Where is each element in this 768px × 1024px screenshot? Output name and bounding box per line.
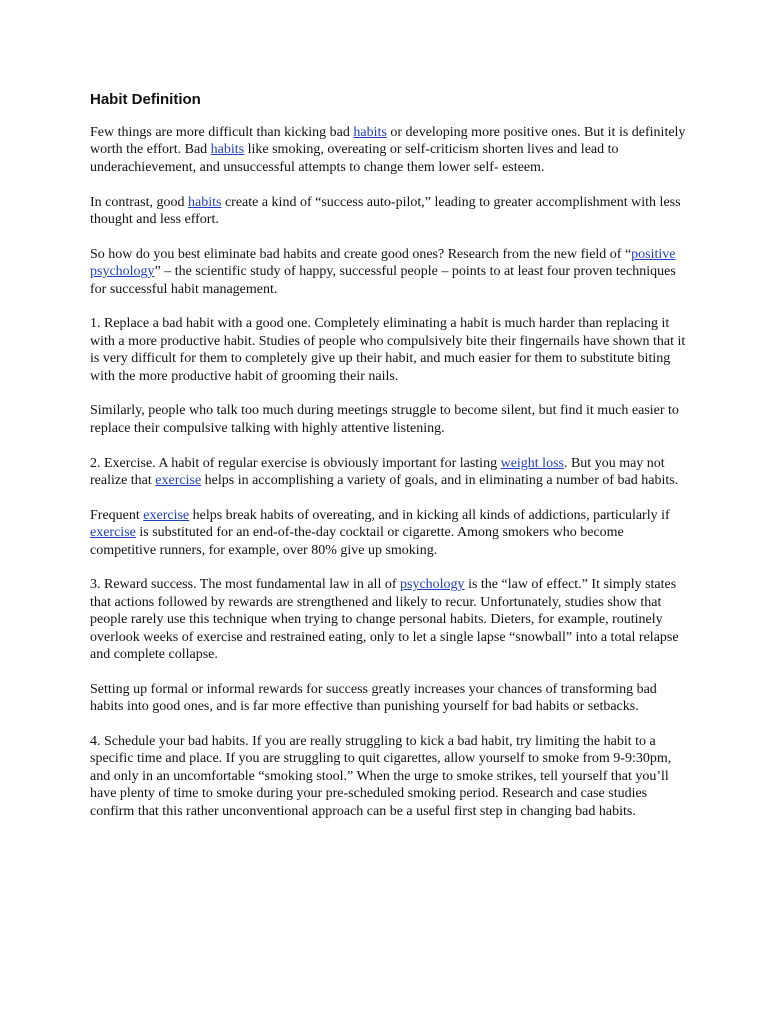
hyperlink-habits[interactable]: habits (187, 194, 222, 210)
text-run: 1. Replace a bad habit with a good one. Completely eliminating a habit is much harder than replacing it with a more productive habit. Studies of people who compulsively bite their fingernails have shown that it is very difficult for them to completely give up their habit, and much easier for them to substitute biting with the more productive habit of grooming their nails. (90, 316, 686, 384)
text-run: helps break habits of overeating, and in kicking all kinds of addictions, particularly if (189, 507, 670, 523)
paragraph-8 (90, 576, 690, 663)
hyperlink-exercise[interactable]: exercise (143, 507, 190, 523)
text-run: Similarly, people who talk too much during meetings struggle to become silent, but find it much easier to replace their compulsive talking with highly attentive listening. (90, 403, 679, 436)
text-run: 3. Reward success. The most fundamental law in all of (90, 577, 400, 593)
hyperlink-exercise[interactable]: exercise (90, 525, 136, 541)
paragraph-7 (90, 507, 690, 559)
hyperlink-exercise[interactable]: exercise (155, 473, 202, 489)
text-run: . But you may not realize that (90, 455, 665, 489)
text-run: helps in accomplishing a variety of goals, and in eliminating a number of bad habits. (201, 473, 679, 489)
hyperlink-weight-loss[interactable]: weight loss (500, 455, 564, 471)
paragraph-6 (90, 455, 690, 490)
text-run: like smoking, overeating or self-criticism shorten lives and lead to underachievement, and unsuccessful attempts to change them lower self- esteem. (90, 142, 619, 175)
document-page (90, 90, 690, 838)
paragraph-3 (90, 246, 690, 298)
paragraph-9 (90, 681, 690, 716)
text-run: In contrast, good (90, 194, 188, 210)
text-run: or developing more positive ones. But it is definitely worth the effort. Bad (90, 125, 686, 158)
text-run: Few things are more difficult than kicking bad (90, 125, 354, 140)
paragraph-2 (90, 194, 690, 229)
paragraph-10 (90, 733, 690, 820)
hyperlink-psychology[interactable]: psychology (400, 577, 465, 593)
document-body (90, 124, 690, 820)
document-title: Habit Definition (90, 91, 201, 108)
paragraph-4 (90, 315, 690, 385)
text-run: is the “law of effect.” It simply states that actions followed by rewards are strengthened and likely to recur. Unfortunately, studies show that people rarely use this technique when trying to change personal habits. Dieters, for example, routinely overlook weeks of exercise and restrained eating, only to let a single lapse “snowball” into a total relapse and complete collapse. (90, 577, 679, 663)
paragraph-1 (90, 124, 690, 176)
text-run: create a kind of “success auto-pilot,” leading to greater accomplishment with less thought and less effort. (90, 194, 681, 228)
text-run: 4. Schedule your bad habits. If you are really struggling to kick a bad habit, try limiting the habit to a specific time and place. If you are struggling to quit cigarettes, allow yourself to smoke from 9-9:30pm, and only in an uncomfortable “smoking stool.” When the urge to smoke strikes, tell yourself that you’ll have plenty of time to smoke during your pre-scheduled smoking period. Research and case studies confirm that this rather unconventional approach can be a useful first step in changing bad habits. (90, 734, 672, 819)
hyperlink-positive-psychology[interactable]: positive psychology (90, 246, 676, 280)
text-run: 2. Exercise. A habit of regular exercise is obviously important for lasting (90, 455, 501, 471)
text-run: is substituted for an end-of-the-day cocktail or cigarette. Among smokers who become competitive runners, for example, over 80% give up smoking. (90, 525, 624, 558)
text-run: ” – the scientific study of happy, successful people – points to at least four proven techniques for successful habit management. (90, 264, 676, 297)
text-run: So how do you best eliminate bad habits and create good ones? Research from the new field of “ (90, 246, 632, 262)
hyperlink-habits[interactable]: habits (210, 142, 245, 158)
text-run: Setting up formal or informal rewards for success greatly increases your chances of transforming bad habits into good ones, and is far more effective than punishing yourself for bad habits or setbacks. (90, 681, 657, 715)
hyperlink-habits[interactable]: habits (353, 125, 387, 140)
paragraph-5 (90, 402, 690, 437)
text-run: Frequent (90, 507, 144, 523)
